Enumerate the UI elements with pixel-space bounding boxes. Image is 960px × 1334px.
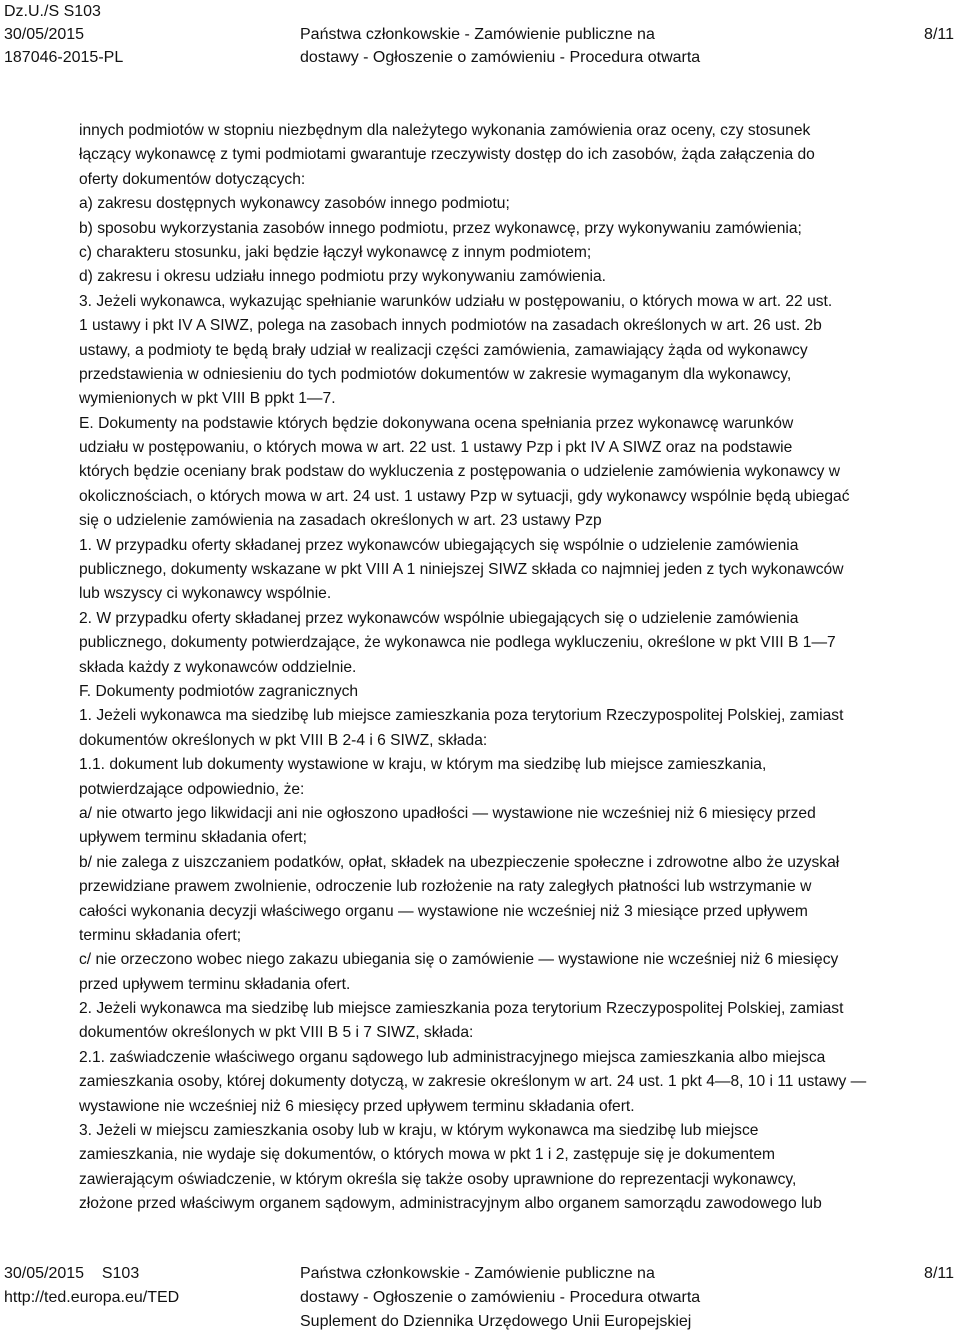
header-ref: 187046-2015-PL — [4, 49, 124, 66]
body-line: b/ nie zalega z uiszczaniem podatków, opłat, składek na ubezpieczenie społeczne i zdrowotne albo że uzyskał — [79, 853, 840, 871]
body-line: potwierdzające odpowiednio, że: — [79, 780, 305, 798]
footer-series: S103 — [101, 1265, 140, 1282]
body-line: wystawione nie wcześniej niż 6 miesięcy przed upływem terminu składania ofert. — [79, 1097, 635, 1115]
body-line: dokumentów określonych w pkt VIII B 2-4 i 6 SIWZ, składa: — [79, 731, 488, 749]
body-line: 1. Jeżeli wykonawca ma siedzibę lub miejsce zamieszkania poza terytorium Rzeczypospolitej Polskiej, zamiast — [79, 707, 844, 725]
footer-date-series — [4, 1262, 179, 1286]
body-line: zamieszkania, nie wydaje się dokumentów, o których mowa w pkt 1 i 2, zastępuje się je dokumentem — [79, 1146, 775, 1164]
body-line: 1 ustawy i pkt IV A SIWZ, polega na zasobach innych podmiotów na zasadach określonych w art. 26 ust. 2b — [79, 317, 822, 335]
body-line: się o udzielenie zamówienia na zasadach określonych w art. 23 ustawy Pzp — [79, 512, 602, 530]
body-line: oferty dokumentów dotyczących: — [79, 170, 306, 188]
body-line: ustawy, a podmioty te będą brały udział w realizacji części zamówienia, zamawiający żąda od wykonawcy — [79, 341, 808, 359]
body-line: lub wszyscy ci wykonawcy wspólnie. — [79, 585, 332, 603]
header-meta — [4, 0, 123, 69]
body-line: 2. Jeżeli wykonawca ma siedzibę lub miejsce zamieszkania poza terytorium Rzeczypospolitej Polskiej, zamiast — [79, 1000, 844, 1018]
header-page-number: 8/11 — [924, 26, 954, 43]
body-line: E. Dokumenty na podstawie których będzie dokonywana ocena spełniania przez wykonawcę warunków — [79, 414, 794, 432]
footer-title-line3: Suplement do Dziennika Urzędowego Unii Europejskiej — [300, 1313, 692, 1330]
body-line: publicznego, dokumenty wskazane w pkt VIII A 1 niniejszej SIWZ składa co najmniej jeden z tych wykonawców — [79, 561, 844, 579]
header-title — [300, 0, 820, 69]
body-line: b) sposobu wykorzystania zasobów innego podmiotu, przez wykonawcę, przy wykonywaniu zamówienia; — [79, 219, 802, 237]
body-line: złożone przed właściwym organem sądowym, administracyjnym albo organem samorządu zawodowego lub — [79, 1195, 822, 1213]
body-line: d) zakresu i okresu udziału innego podmiotu przy wykonywaniu zamówienia. — [79, 268, 606, 286]
footer-page-number: 8/11 — [924, 1265, 954, 1282]
body-line: 1. W przypadku oferty składanej przez wykonawców ubiegających się wspólnie o udzielenie zamówienia — [79, 536, 799, 554]
body-line: publicznego, dokumenty potwierdzające, że wykonawca nie podlega wykluczeniu, określone w pkt VIII B 1—7 — [79, 634, 836, 652]
body-line: przed upływem terminu składania ofert. — [79, 975, 351, 993]
footer-title-line1: Państwa członkowskie - Zamówienie publiczne na — [300, 1265, 655, 1282]
body-line: całości wykonania decyzji właściwego organu — wystawione nie wcześniej niż 3 miesiące przed upływem — [79, 902, 808, 920]
body-line: 2. W przypadku oferty składanej przez wykonawców wspólnie ubiegających się o udzielenie zamówienia — [79, 609, 799, 627]
body-line: a) zakresu dostępnych wykonawcy zasobów innego podmiotu; — [79, 195, 510, 213]
body-line: innych podmiotów w stopniu niezbędnym dla należytego wykonania zamówienia oraz oceny, czy stosunek — [79, 122, 811, 139]
body-line: upływem terminu składania ofert; — [79, 829, 307, 847]
header-date: 30/05/2015 — [4, 26, 85, 43]
body-line: 1.1. dokument lub dokumenty wystawione w kraju, w którym ma siedzibę lub miejsce zamieszkania, — [79, 756, 767, 774]
body-line: zamieszkania osoby, której dokumenty dotyczą, w zakresie określonym w art. 24 ust. 1 pkt 4—8, 10 i 11 ustawy — — [79, 1073, 867, 1091]
body-line: dokumentów określonych w pkt VIII B 5 i 7 SIWZ, składa: — [79, 1024, 474, 1042]
doc-id: Dz.U./S S103 — [4, 3, 101, 20]
body-line: łączący wykonawcę z tymi podmiotami gwarantuje rzeczywisty dostęp do ich zasobów, żąda załączenia do — [79, 146, 815, 164]
footer-date: 30/05/2015 — [4, 1265, 85, 1282]
body-line: zawierającym oświadczenie, w którym określa się także osoby uprawnione do reprezentacji wykonawcy, — [79, 1170, 797, 1188]
body-line: 3. Jeżeli wykonawca, wykazując spełnianie warunków udziału w postępowaniu, o których mowa w art. 22 ust. — [79, 292, 833, 310]
header-title-line2: dostawy - Ogłoszenie o zamówieniu - Procedura otwarta — [300, 49, 701, 66]
header-title-line1: Państwa członkowskie - Zamówienie publiczne na — [300, 26, 655, 43]
body-line: wymienionych w pkt VIII B ppkt 1—7. — [79, 390, 336, 408]
body-line: c/ nie orzeczono wobec niego zakazu ubiegania się o zamówienie — wystawione nie wcześniej niż 6 miesięcy — [79, 951, 839, 969]
body-line: F. Dokumenty podmiotów zagranicznych — [79, 682, 359, 700]
body-line: c) charakteru stosunku, jaki będzie łączył wykonawcę z innym podmiotem; — [79, 243, 592, 261]
body-line: 3. Jeżeli w miejscu zamieszkania osoby lub w kraju, w którym wykonawca ma siedzibę lub miejsce — [79, 1122, 759, 1140]
body-line: przewidziane prawem zwolnienie, odroczenie lub rozłożenie na raty zaległych płatności lub wstrzymanie w — [79, 878, 812, 896]
footer-meta — [4, 1262, 179, 1310]
footer-title — [300, 1262, 820, 1334]
footer-url[interactable]: http://ted.europa.eu/TED — [4, 1289, 180, 1306]
body-line: przedstawienia w odniesieniu do tych podmiotów dokumentów w zakresie wymaganym dla wykonawcy, — [79, 365, 792, 383]
footer-title-line2: dostawy - Ogłoszenie o zamówieniu - Procedura otwarta — [300, 1289, 701, 1306]
body-line: terminu składania ofert; — [79, 926, 242, 944]
body-line: okolicznościach, o których mowa w art. 24 ust. 1 ustawy Pzp w sytuacji, gdy wykonawcy wspólnie będą ubiegać — [79, 487, 850, 505]
body-line: składa każdy z wykonawców oddzielnie. — [79, 658, 357, 676]
body-line: a/ nie otwarto jego likwidacji ani nie ogłoszono upadłości — wystawione nie wcześniej niż 6 miesięcy przed — [79, 804, 816, 822]
body-line: udziału w postępowaniu, o których mowa w art. 22 ust. 1 ustawy Pzp i pkt IV A SIWZ oraz na podstawie — [79, 439, 793, 457]
body-line: 2.1. zaświadczenie właściwego organu sądowego lub administracyjnego miejsca zamieszkania albo miejsca — [79, 1048, 826, 1066]
document-body — [79, 119, 949, 1217]
body-line: których będzie oceniany brak podstaw do wykluczenia z postępowania o udzielenie zamówienia wykonawcy w — [79, 463, 841, 481]
